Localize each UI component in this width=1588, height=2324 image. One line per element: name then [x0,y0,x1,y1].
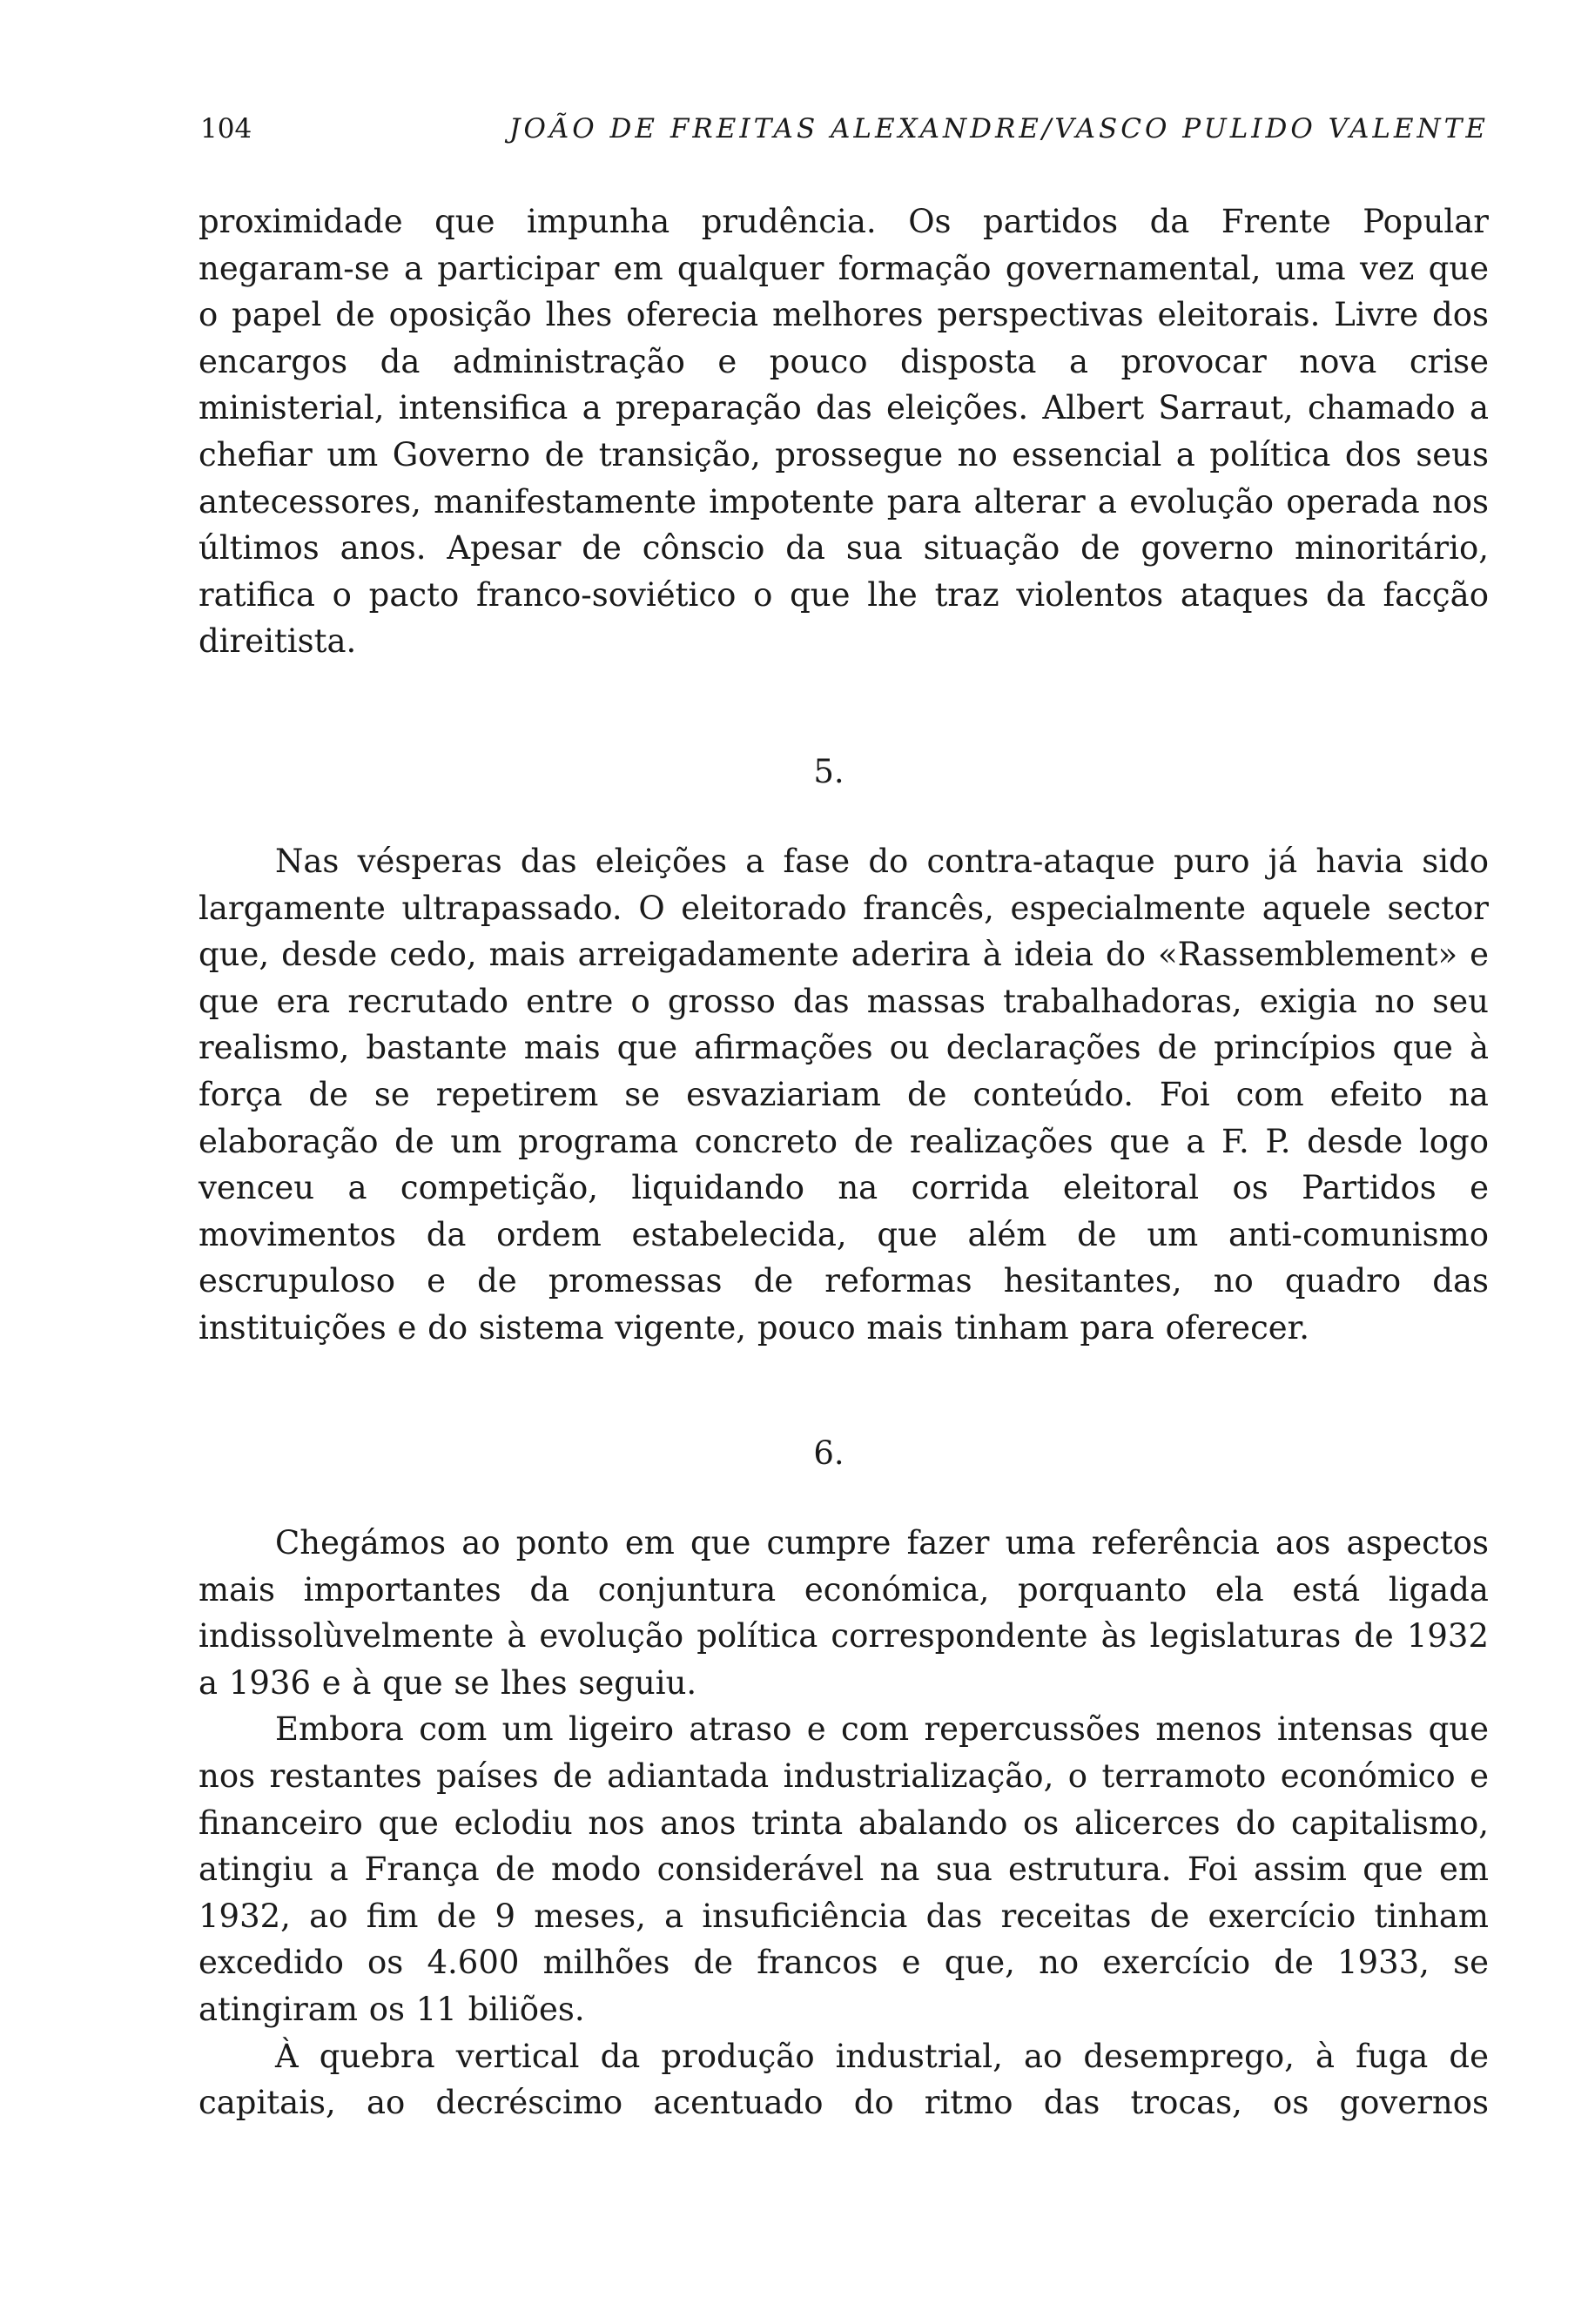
running-title: JOÃO DE FREITAS ALEXANDRE/VASCO PULIDO VALENTE [509,113,1489,144]
section-5-text [198,838,1489,1352]
page-number: 104 [200,113,252,144]
opening-paragraph-block [198,198,1489,665]
paragraph: Nas vésperas das eleições a fase do contra-ataque puro já havia sido largamente ultrapassado. O eleitorado francês, especialmente aquele sector que, desde cedo, mais arreigadamente aderira à ideia do «Rassemblement» e que era recrutado entre o grosso das massas trabalhadoras, exigia no seu realismo, bastante mais que afirmações ou declarações de princípios que à força de se repetirem se esvaziariam de conteúdo. Foi com efeito na elaboração de um programa concreto de realizações que a F. P. desde logo venceu a competição, liquidando na corrida eleitoral os Partidos e movimentos da ordem estabelecida, que além de um anti-comunismo escrupuloso e de promessas de reformas hesitantes, no quadro das instituições e do sistema vigente, pouco mais tinham para oferecer. [198,843,1489,1347]
paragraph: Embora com um ligeiro atraso e com repercussões menos intensas que nos restantes países de adiantada industrialização, o terramoto económico e financeiro que eclodiu nos anos trinta abalando os alicerces do capitalismo, atingiu a França de modo considerável na sua estrutura. Foi assim que em 1932, ao fim de 9 meses, a insuficiência das receitas de exercício tinham excedido os 4.600 milhões de francos e que, no exercício de 1933, se atingiram os 11 biliões. [198,1710,1489,2028]
paragraph: proximidade que impunha prudência. Os partidos da Frente Popular negaram-se a participar em qualquer formação governamental, uma vez que o papel de oposição lhes oferecia melhores perspectivas eleitorais. Livre dos encargos da administração e pouco disposta a provocar nova crise ministerial, intensifica a preparação das eleições. Albert Sarraut, chamado a chefiar um Governo de transição, prossegue no essencial a política dos seus antecessores, manifestamente impotente para alterar a evolução operada nos últimos anos. Apesar de cônscio da sua situação de governo minoritário, ratifica o pacto franco-soviético o que lhe traz violentos ataques da facção direitista. [198,203,1489,661]
paragraph: À quebra vertical da produção industrial, ao desemprego, à fuga de capitais, ao decréscimo acentuado do ritmo das trocas, os governos [198,2037,1489,2122]
running-head [200,103,1489,155]
section-6-text [198,1520,1489,2126]
section-number-6: 6. [813,1434,844,1472]
paragraph: Chegámos ao ponto em que cumpre fazer uma referência aos aspectos mais importantes da conjuntura económica, porquanto ela está ligada indissolùvelmente à evolução política correspondente às legislaturas de 1932 a 1936 e à que se lhes seguiu. [198,1524,1489,1702]
section-number-5: 5. [813,753,844,790]
